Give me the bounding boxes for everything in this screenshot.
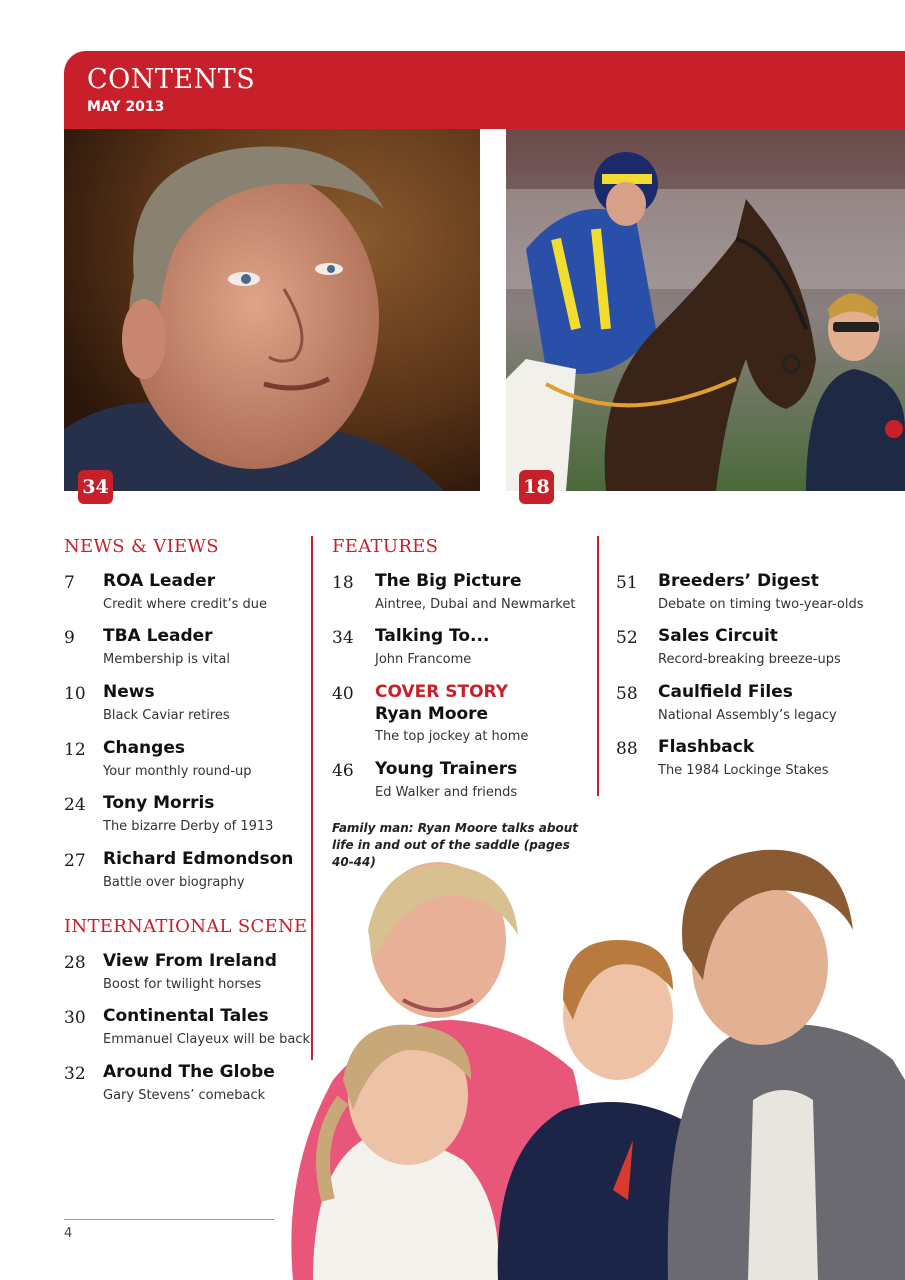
page-number: 32: [64, 1064, 86, 1084]
entry-title: Changes: [103, 738, 185, 758]
column-divider-right: [597, 536, 599, 796]
page-number: 40: [332, 684, 354, 704]
racehorse-photo: [506, 129, 905, 491]
page-badge-34: 34: [78, 470, 113, 504]
entry-title: Young Trainers: [375, 759, 518, 779]
issue-date: MAY 2013: [87, 99, 165, 115]
page-number: 30: [64, 1008, 86, 1028]
entry-title: Breeders’ Digest: [658, 571, 819, 591]
entry-title: Continental Tales: [103, 1006, 269, 1026]
entry-title: Around The Globe: [103, 1062, 275, 1082]
entry-subtitle: Boost for twilight horses: [103, 977, 262, 992]
entry-subtitle: Credit where credit’s due: [103, 597, 267, 612]
entry-title: Tony Morris: [103, 793, 215, 813]
entry-subtitle: Emmanuel Clayeux will be back: [103, 1032, 311, 1047]
section-heading-news-views: NEWS & VIEWS: [64, 536, 219, 557]
entry-title: Caulfield Files: [658, 682, 793, 702]
page-number: 51: [616, 573, 638, 593]
footer-page-number: 4: [64, 1226, 73, 1241]
entry-title: View From Ireland: [103, 951, 277, 971]
entry-title: Richard Edmondson: [103, 849, 294, 869]
entry-subtitle: Battle over biography: [103, 875, 245, 890]
page-number: 34: [332, 628, 354, 648]
family-photo: [273, 840, 905, 1280]
entry-title: Sales Circuit: [658, 626, 778, 646]
section-heading-international: INTERNATIONAL SCENE: [64, 916, 308, 937]
contents-header: [64, 51, 905, 129]
column-divider-left: [311, 536, 313, 1060]
entry-subtitle: Black Caviar retires: [103, 708, 230, 723]
entry-title: TBA Leader: [103, 626, 213, 646]
entry-title: News: [103, 682, 155, 702]
page-number: 9: [64, 628, 75, 648]
entry-title: Ryan Moore: [375, 704, 489, 724]
cover-story-label: COVER STORY: [375, 682, 509, 702]
page-badge-18: 18: [519, 470, 554, 504]
page-number: 12: [64, 740, 86, 760]
entry-subtitle: Your monthly round-up: [103, 764, 252, 779]
entry-subtitle: The top jockey at home: [375, 729, 529, 744]
entry-subtitle: Ed Walker and friends: [375, 785, 518, 800]
portrait-photo: [64, 129, 480, 491]
page-number: 10: [64, 684, 86, 704]
entry-subtitle: Record-breaking breeze-ups: [658, 652, 841, 667]
entry-subtitle: Membership is vital: [103, 652, 230, 667]
page-number: 58: [616, 684, 638, 704]
entry-title: The Big Picture: [375, 571, 522, 591]
page-number: 88: [616, 739, 638, 759]
entry-subtitle: The bizarre Derby of 1913: [103, 819, 274, 834]
entry-subtitle: The 1984 Lockinge Stakes: [658, 763, 829, 778]
entry-subtitle: Aintree, Dubai and Newmarket: [375, 597, 576, 612]
page-number: 28: [64, 953, 86, 973]
page-number: 46: [332, 761, 354, 781]
entry-title: Talking To...: [375, 626, 490, 646]
entry-title: ROA Leader: [103, 571, 216, 591]
footer-rule: [64, 1219, 274, 1220]
page-number: 7: [64, 573, 75, 593]
page-number: 27: [64, 851, 86, 871]
page-title: CONTENTS: [87, 64, 256, 95]
entry-subtitle: Debate on timing two-year-olds: [658, 597, 864, 612]
photo-caption: Family man: Ryan Moore talks about life in and out of the saddle (pages 40-44): [332, 821, 579, 869]
page-number: 18: [332, 573, 354, 593]
entry-subtitle: Gary Stevens’ comeback: [103, 1088, 266, 1103]
page-number: 24: [64, 795, 86, 815]
section-heading-features: FEATURES: [332, 536, 439, 557]
entry-subtitle: National Assembly’s legacy: [658, 708, 837, 723]
entry-title: Flashback: [658, 737, 755, 757]
entry-subtitle: John Francome: [375, 652, 472, 667]
page-number: 52: [616, 628, 638, 648]
